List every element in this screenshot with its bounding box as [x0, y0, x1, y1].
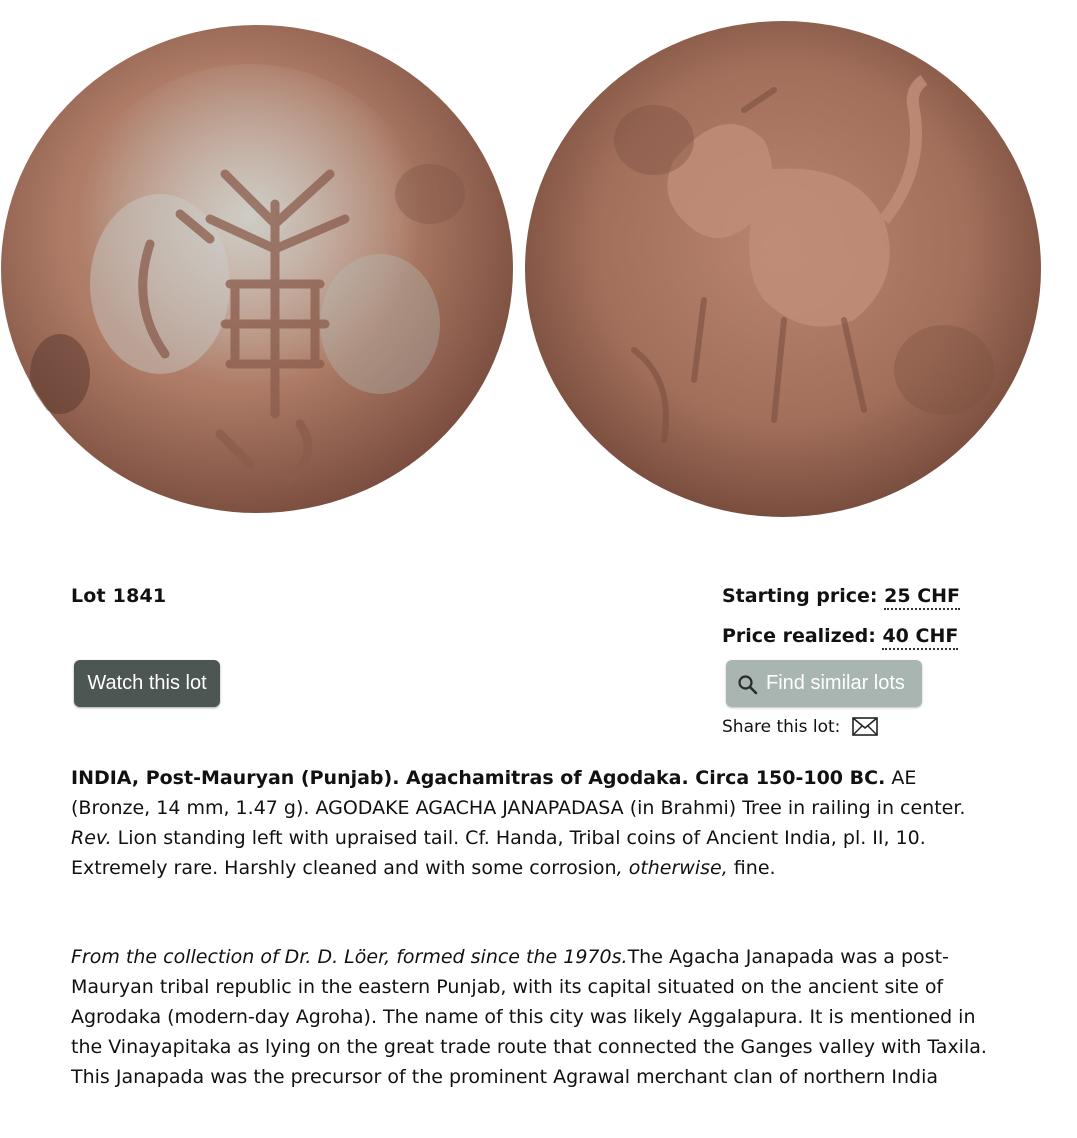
starting-price-value[interactable]: 25 CHF — [884, 585, 960, 610]
description-otherwise: , otherwise, — [616, 857, 728, 879]
realized-price-value[interactable]: 40 CHF — [882, 625, 958, 650]
description-text-2: Lion standing left with upraised tail. Cf. Handa, Tribal coins of Ancient India, pl. II, 10. Extremely rare. Harshly cleaned and with some corrosion — [71, 827, 926, 879]
share-lot — [722, 717, 878, 737]
provenance-italic: From the collection of Dr. D. Löer, formed since the 1970s. — [71, 946, 628, 968]
find-similar-lots-label: Find similar lots — [766, 672, 905, 694]
find-similar-lots-button[interactable] — [726, 660, 922, 707]
starting-price — [722, 585, 960, 607]
description-text-1: AE (Bronze, 14 mm, 1.47 g). AGODAKE AGACHA JANAPADASA (in Brahmi) Tree in railing in center. — [71, 767, 966, 819]
provenance-text: The Agacha Janapada was a post-Mauryan tribal republic in the eastern Punjab, with its capital situated on the ancient site of Agrodaka (modern-day Agroha). The name of this city was likely Aggalapura. It is mentioned in the Vinayapitaka as lying on the great trade route that connected the Ganges valley with Taxila. This Janapada was the precursor of the prominent Agrawal merchant clan of northern India — [71, 946, 987, 1088]
coin-images — [0, 0, 1077, 545]
share-lot-label: Share this lot: — [722, 717, 841, 737]
description-rev-label: Rev. — [71, 827, 112, 849]
description-heading: INDIA, Post-Mauryan (Punjab). Agachamitras of Agodaka. Circa 150-100 BC. — [71, 767, 886, 789]
coin-reverse-image[interactable] — [524, 20, 1042, 518]
realized-price-label: Price realized: — [722, 625, 876, 647]
starting-price-label: Starting price: — [722, 585, 878, 607]
mail-icon[interactable] — [852, 717, 878, 736]
watch-lot-button[interactable]: Watch this lot — [74, 660, 220, 707]
realized-price — [722, 625, 958, 647]
search-icon — [737, 674, 759, 696]
lot-title: Lot 1841 — [71, 585, 167, 607]
coin-obverse-image[interactable] — [0, 24, 514, 514]
description-text-3: fine. — [727, 857, 776, 879]
lot-provenance — [71, 942, 991, 1092]
lot-description — [71, 763, 991, 883]
